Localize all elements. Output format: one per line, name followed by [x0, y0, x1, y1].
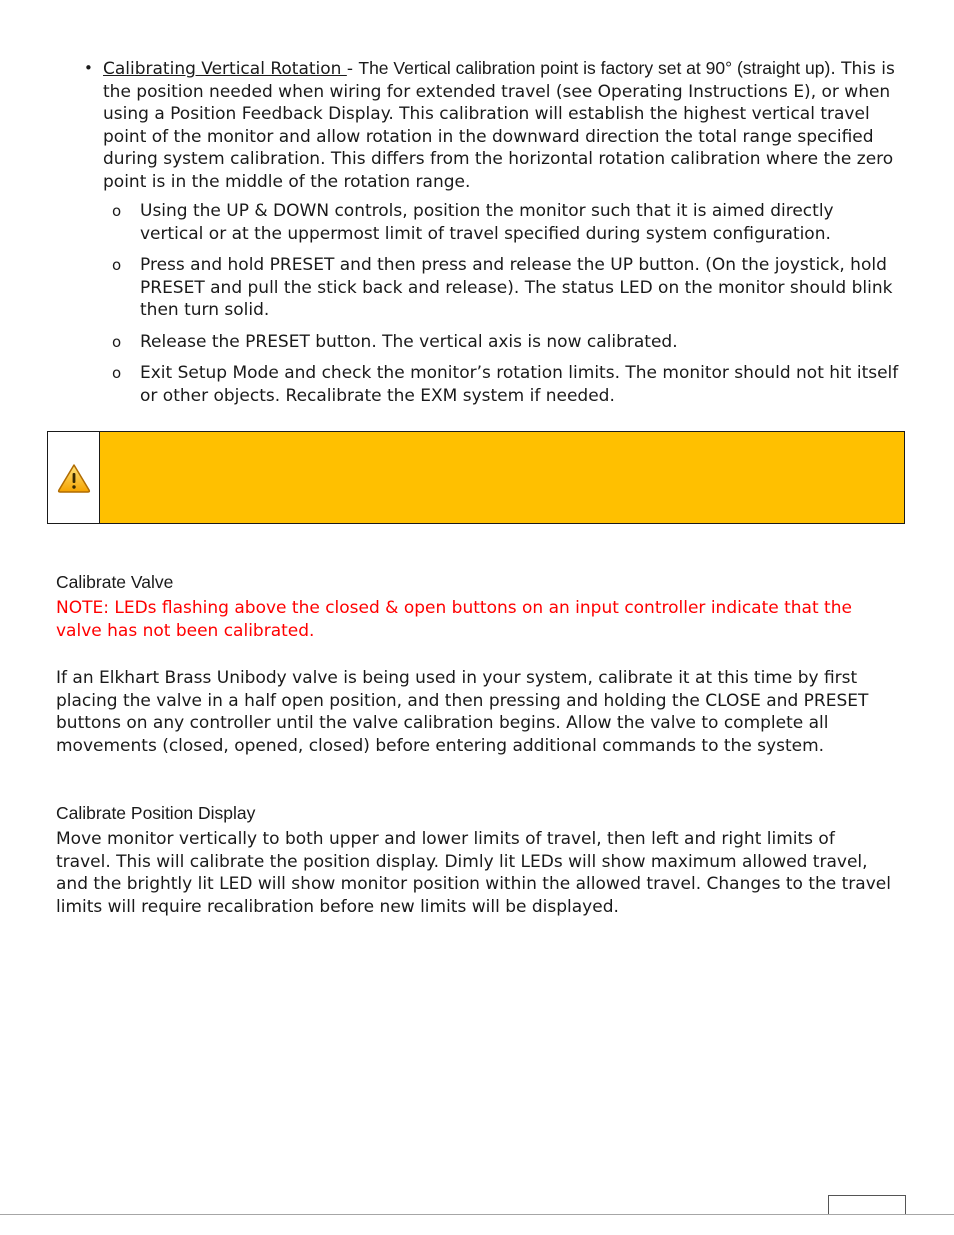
factory-setting-sentence: The Vertical calibration point is factory set at 90° (straight up)	[358, 58, 831, 78]
calibrating-vertical-body: . This is the position needed when wiring for extended travel (see Operating Instructions E), or when using a Position Feedback Display. This calibration will establish the highest vertical travel point of the monitor and allow rotation in the downward direction the total range specified during system calibration. This differs from the horizontal rotation calibration where the zero point is in the middle of the rotation range.	[103, 59, 895, 192]
calibrate-position-display-heading: Calibrate Position Display	[56, 803, 256, 823]
list-item	[110, 362, 900, 407]
sub-bullet-marker: o	[112, 332, 122, 351]
step-text: Release the PRESET button. The vertical axis is now calibrated.	[140, 331, 678, 352]
list-item	[110, 331, 900, 354]
calibrate-position-display-body: Move monitor vertically to both upper and lower limits of travel, then left and right limits of travel. This will calibrate the position display. Dimly lit LEDs will show maximum allowed travel, and the brightly lit LED will show monitor position within the allowed travel. Changes to the travel limits will require recalibration before new limits will be displayed.	[56, 829, 891, 917]
warning-triangle-icon	[57, 463, 91, 493]
calibrate-valve-note: NOTE: LEDs flashing above the closed & open buttons on an input controller indicate that the valve has not been calibrated.	[56, 598, 852, 641]
calibrating-vertical-paragraph	[103, 57, 896, 193]
step-text: Using the UP & DOWN controls, position the monitor such that it is aimed directly vertical or at the uppermost limit of travel specified during system configuration.	[140, 201, 834, 244]
sub-bullet-marker: o	[112, 364, 122, 382]
step-text: Exit Setup Mode and check the monitor’s rotation limits. The monitor should not hit itself or other objects. Recalibrate the EXM system if needed.	[140, 363, 899, 406]
sub-bullet-marker: o	[112, 202, 122, 220]
list-item	[110, 200, 900, 245]
sub-bullet-marker: o	[112, 256, 122, 274]
bullet-marker: •	[84, 59, 93, 77]
page-number-tab	[828, 1195, 906, 1214]
footer-rule	[0, 1214, 954, 1215]
warning-callout	[47, 431, 905, 524]
calibrating-vertical-title: Calibrating Vertical Rotation	[103, 59, 347, 79]
warning-body	[100, 432, 904, 523]
title-separator: -	[346, 59, 359, 79]
list-item	[110, 254, 900, 322]
calibrate-valve-body: If an Elkhart Brass Unibody valve is being used in your system, calibrate it at this time by first placing the valve in a half open position, and then pressing and holding the CLOSE and PRESET buttons on any controller until the valve calibration begins. Allow the valve to complete all movements (closed, opened, closed) before entering additional commands to the system.	[56, 668, 869, 756]
calibration-steps-list	[110, 200, 900, 416]
step-text: Press and hold PRESET and then press and release the UP button. (On the joystick, hold PRESET and pull the stick back and release). The status LED on the monitor should blink then turn solid.	[140, 255, 893, 320]
warning-icon-cell	[48, 432, 100, 523]
calibrate-valve-heading: Calibrate Valve	[56, 572, 174, 592]
